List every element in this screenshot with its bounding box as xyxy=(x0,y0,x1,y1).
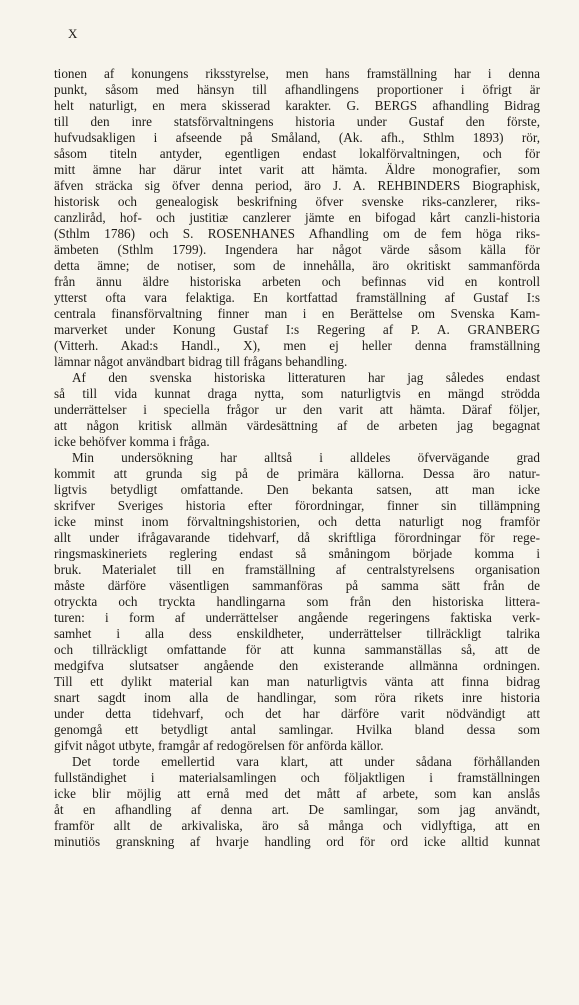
text-line: punkt, såsom med hänsyn till afhandlingens proportioner i öfrigt är xyxy=(54,82,540,97)
text-line: otryckta och tryckta handlingarna som från den historiska littera- xyxy=(54,594,540,609)
text-line: icke behöfver komma i fråga. xyxy=(54,434,210,449)
text-line: ytterst ofta vara felaktiga. En kortfattad framställning af Gustaf I:s xyxy=(54,290,540,305)
body-text xyxy=(54,66,540,850)
text-line: Min undersökning har alltså i alldeles öfvervägande grad xyxy=(72,450,540,465)
text-line: så till vida kunnat draga nytta, som naturligtvis en mängd strödda xyxy=(54,386,540,401)
text-line: (Vitterh. Akad:s Handl., X), men ej heller denna framställning xyxy=(54,338,540,353)
text-line: turen: i form af underrättelser angående regeringens faktiska verk- xyxy=(54,610,540,625)
text-line: ämbeten (Sthlm 1799). Ingendera har något värde såsom källa för xyxy=(54,242,540,257)
text-line: skrifver Sveriges historia efter förordningar, finner sin tillämpning xyxy=(54,498,540,513)
text-line: att någon kritisk allmän värdesättning af de arbeten jag begagnat xyxy=(54,418,540,433)
text-line: samhet i alla dess enskildheter, underrättelser tillräckligt talrika xyxy=(54,626,540,641)
text-line: minutiös granskning af hvarje handling ord för ord icke alltid kunnat xyxy=(54,834,540,849)
text-line: äfven sträcka sig öfver denna period, äro J. A. REHBINDERS Biographisk, xyxy=(54,178,540,193)
text-line: (Sthlm 1786) och S. ROSENHANES Afhandling om de fem höga riks- xyxy=(54,226,540,241)
text-line: framför allt de arkivaliska, äro så många och vidlyftiga, att en xyxy=(54,818,540,833)
text-line: från ännu äldre historiska arbeten och befinnas vid en kontroll xyxy=(54,274,540,289)
page-number: X xyxy=(68,26,78,41)
text-line: medgifva slutsatser angående den existerande allmänna ordningen. xyxy=(54,658,540,673)
text-line: icke minst inom förvaltningshistorien, och detta naturligt nog framför xyxy=(54,514,540,529)
text-line: hufvudsakligen i afseende på Småland, (Ak. afh., Sthlm 1893) rör, xyxy=(54,130,540,145)
text-line: ligtvis betydligt omfattande. Den bekanta satsen, att man icke xyxy=(54,482,540,497)
text-line: fullständighet i materialsamlingen och följaktligen i framställningen xyxy=(54,770,540,785)
text-line: åt en afhandling af denna art. De samlingar, som jag användt, xyxy=(54,802,540,817)
text-line: allt under ifrågavarande tidehvarf, då skriftliga förordningar för rege- xyxy=(54,530,540,545)
text-line: bruk. Materialet till en framställning af centralstyrelsens organisation xyxy=(54,562,540,577)
text-line: såsom titeln antyder, egentligen endast lokalförvaltningen, och för xyxy=(54,146,540,161)
text-line: gifvit något utbyte, framgår af redogörelsen för anförda källor. xyxy=(54,738,384,753)
text-line: måste därföre väsentligen sammanföras på samma sätt från de xyxy=(54,578,540,593)
text-line: och tillräckligt omfattande för att kunna sammanställas så, att de xyxy=(54,642,540,657)
text-line: tionen af konungens riksstyrelse, men hans framställning har i denna xyxy=(54,66,540,81)
text-line: historisk och genealogisk beskrifning öfver svenske riks-canzlerer, riks- xyxy=(54,194,540,209)
text-line: till den inre statsförvaltningens historia under Gustaf den förste, xyxy=(54,114,540,129)
text-line: snart sagdt inom alla de handlingar, som röra rikets inre historia xyxy=(54,690,540,705)
text-line: underrättelser i speciella frågor ur den varit att hämta. Däraf följer, xyxy=(54,402,540,417)
text-line: helt naturligt, en mera skisserad karakter. G. BERGS afhandling Bidrag xyxy=(54,98,540,113)
text-line: kommit att grunda sig på de primära källorna. Dessa äro natur- xyxy=(54,466,540,481)
text-line: ringsmaskineriets reglering endast så småningom började komma i xyxy=(54,546,540,561)
text-line: detta ämne; de notiser, som de innehålla, äro okritiskt sammanförda xyxy=(54,258,540,273)
text-line: centrala finansförvaltning finner man i en Berättelse om Svenska Kam- xyxy=(54,306,540,321)
text-line: Till ett dylikt material kan man naturligtvis vänta att finna bidrag xyxy=(54,674,540,689)
text-line: under detta tidehvarf, och det har därföre varit nödvändigt att xyxy=(54,706,540,721)
text-line: Af den svenska historiska litteraturen har jag således endast xyxy=(72,370,540,385)
text-line: Det torde emellertid vara klart, att under sådana förhållanden xyxy=(72,754,540,769)
text-line: canzliråd, hof- och justitiæ canzlerer jämte en bifogad kårt canzli-historia xyxy=(54,210,540,225)
text-line: lämnar något användbart bidrag till frågans behandling. xyxy=(54,354,348,369)
text-line: icke blir möjlig att ernå med det mått af arbete, som kan anslås xyxy=(54,786,540,801)
text-line: mitt ämne har därur intet varit att hämta. Äldre monografier, som xyxy=(54,162,540,177)
text-line: genomgå ett betydligt antal samlingar. Hvilka bland dessa som xyxy=(54,722,540,737)
text-line: marverket under Konung Gustaf I:s Regering af P. A. GRANBERG xyxy=(54,322,540,337)
